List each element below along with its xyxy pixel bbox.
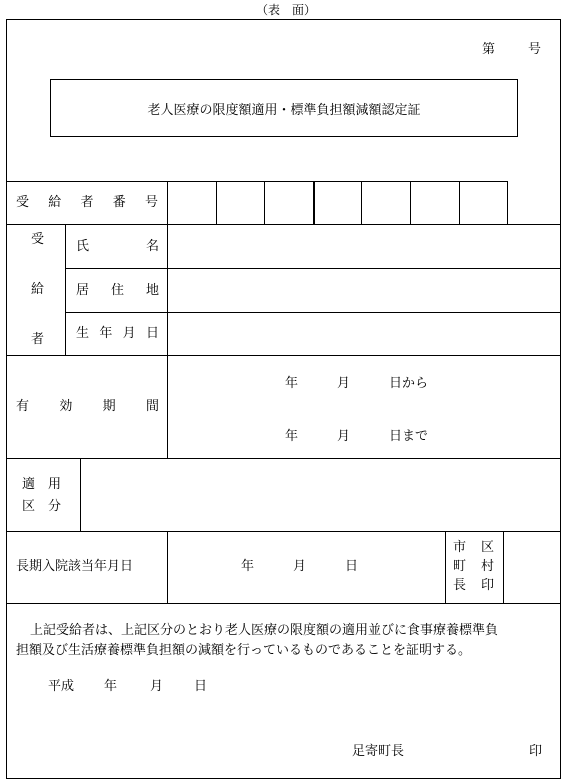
certificate-title: 老人医療の限度額適用・標準負担額減額認定証 — [50, 79, 518, 137]
recipient-group-char-1: 受 — [31, 232, 45, 247]
rn-char-5: 号 — [144, 195, 158, 210]
issuer-seal: 印 — [529, 744, 543, 759]
long-stay-date: 年 月 日 — [241, 559, 359, 574]
issuer: 足寄町長 — [352, 744, 405, 759]
side-label: （表 面） — [256, 3, 317, 17]
seal-char-ku: 区 — [481, 540, 495, 555]
category-label-2: 区 分 — [22, 499, 62, 514]
seal-char-son: 村 — [481, 559, 495, 574]
seal-char-cho-head: 長 — [453, 578, 467, 593]
rn-char-2: 給 — [48, 195, 62, 210]
rn-char-3: 者 — [80, 195, 94, 210]
category-label-1: 適 用 — [22, 477, 62, 492]
recipient-group-char-2: 給 — [31, 282, 45, 297]
validity-label: 有 効 期 間 — [16, 399, 159, 414]
recipient-group-char-3: 者 — [31, 332, 45, 347]
validity-to: 年 月 日まで — [285, 429, 429, 444]
certification-line-2: 担額及び生活療養標準負担額の減額を行っているものであることを証明する。 — [16, 643, 472, 658]
name-label: 氏 名 — [76, 239, 159, 254]
cert-month: 月 — [150, 679, 164, 694]
seal-char-cho: 町 — [453, 559, 467, 574]
number-prefix: 第 — [482, 42, 496, 57]
validity-from: 年 月 日から — [285, 376, 429, 391]
birthdate-label: 生 年 月 日 — [76, 326, 159, 341]
rn-char-4: 番 — [112, 195, 126, 210]
cert-day: 日 — [194, 679, 208, 694]
long-stay-label: 長期入院該当年月日 — [16, 559, 134, 574]
certification-line-1: 上記受給者は、上記区分のとおり老人医療の限度額の適用並びに食事療養標準負 — [30, 623, 499, 638]
cert-era: 平成 — [48, 679, 75, 694]
number-suffix: 号 — [528, 42, 542, 57]
rn-char-1: 受 — [16, 195, 30, 210]
recipient-number-label — [16, 196, 158, 209]
cert-year: 年 — [104, 679, 118, 694]
seal-char-shi: 市 — [453, 540, 467, 555]
seal-char-in: 印 — [481, 578, 495, 593]
address-label: 居 住 地 — [76, 283, 159, 298]
